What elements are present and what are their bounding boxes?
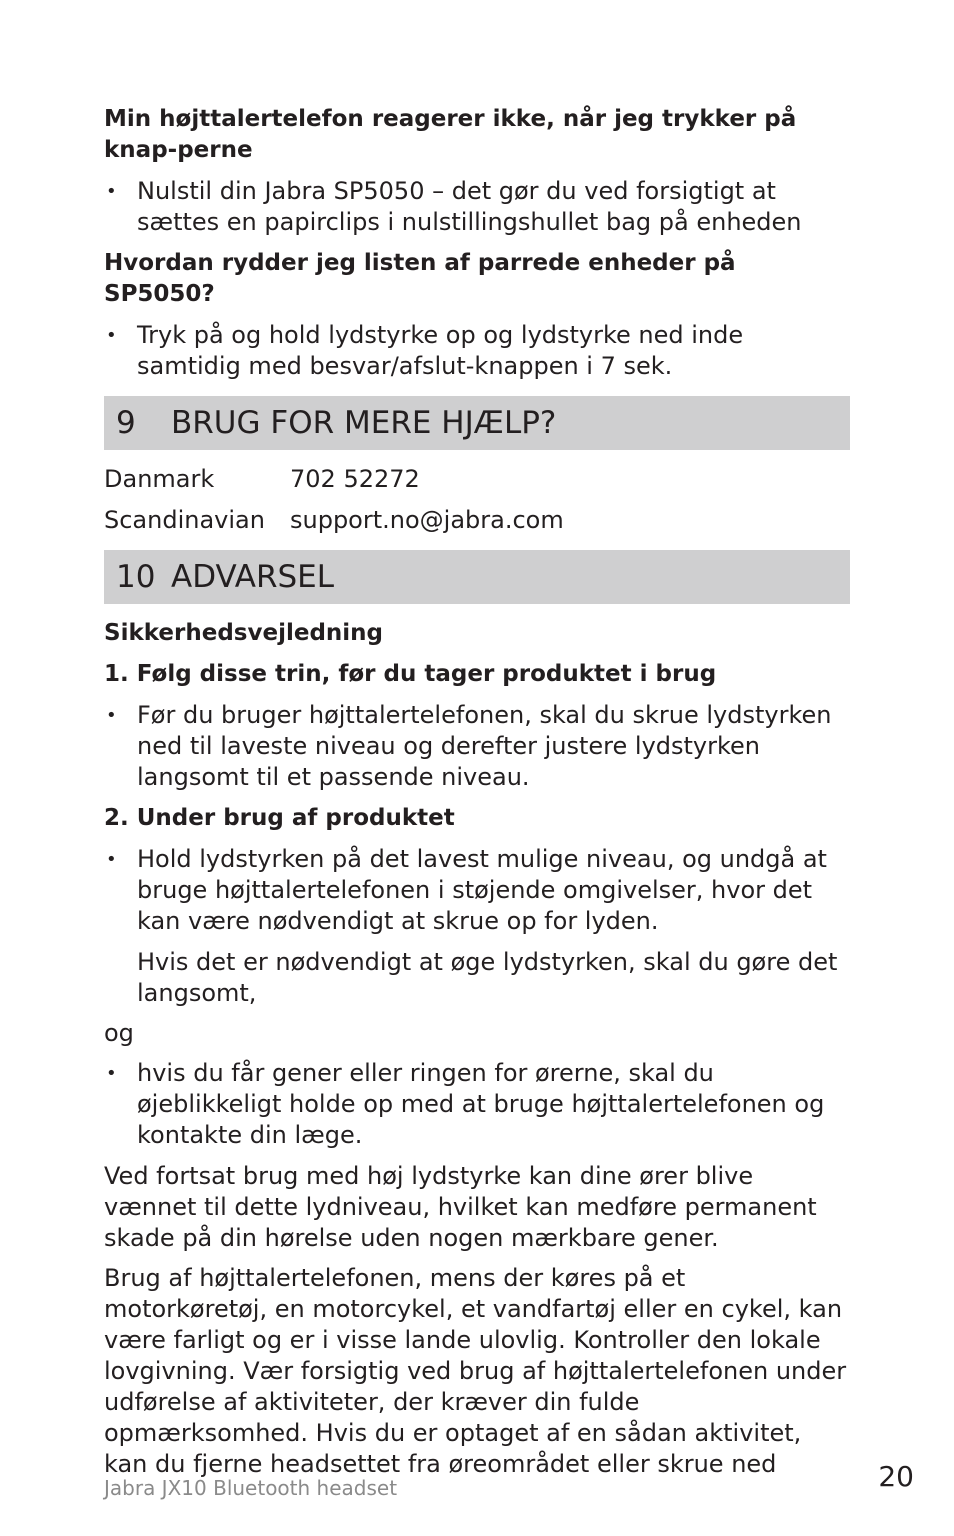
list-item [104, 700, 850, 793]
contact-value: support.no@jabra.com [290, 506, 564, 534]
body-paragraph: Ved fortsat brug med høj lydstyrke kan dine ører blive vænnet til dette lydniveau, hvilket kan medføre permanent skade på din hørelse uden nogen mærkbare gener. [104, 1162, 817, 1252]
faq-heading-clear-list: Hvordan rydder jeg listen af parrede enheder på SP5050? [104, 250, 736, 307]
list-item [104, 844, 850, 937]
section-heading-warning [104, 550, 850, 604]
contact-label: Danmark [104, 465, 215, 493]
bullet-text: Hold lydstyrken på det lavest mulige niveau, og undgå at bruge højttalertelefonen i støjende omgivelser, hvor det kan være nødvendigt at skrue op for lyden. [137, 845, 827, 935]
body-paragraph: Brug af højttalertelefonen, mens der køres på et motorkøretøj, en motorcykel, et vandfartøj eller en cykel, kan være farligt og er i visse lande ulovlig. Kontroller den lokale lovgivning. Vær forsigtig ved brug af højttalertelefonen under udførelse af aktiviteter, der kræver din fulde opmærksomhed. Hvis du er optaget af en sådan aktivitet, kan du fjerne headsettet fra øreområdet eller skrue ned [104, 1264, 847, 1478]
contact-value: 702 52272 [290, 465, 420, 493]
bullet-text: hvis du får gener eller ringen for ørerne, skal du øjeblikkeligt holde op med at bruge højttalertelefonen og kontakte din læge. [137, 1059, 825, 1149]
faq-heading-unresponsive: Min højttalertelefon reagerer ikke, når jeg trykker på knap-perne [104, 106, 797, 163]
indented-paragraph: Hvis det er nødvendigt at øge lydstyrken, skal du gøre det langsomt, [137, 948, 838, 1007]
bullet-icon: • [106, 1063, 117, 1084]
bullet-icon: • [106, 181, 117, 202]
list-item [104, 1058, 850, 1151]
contact-row-scandinavian [104, 505, 850, 536]
bullet-icon: • [106, 705, 117, 726]
document-page [104, 104, 850, 1489]
contact-row-denmark [104, 464, 850, 495]
bullet-text: Nulstil din Jabra SP5050 – det gør du ved forsigtigt at sættes en papirclips i nulstillingshullet bag på enheden [137, 177, 802, 236]
safety-subtitle: Sikkerhedsvejledning [104, 620, 384, 646]
section-title: BRUG FOR MERE HJÆLP? [171, 405, 557, 441]
step2-heading: 2. Under brug af produktet [104, 805, 455, 831]
section-heading-help [104, 396, 850, 450]
page-number: 20 [878, 1460, 914, 1493]
footer-product-name: Jabra JX10 Bluetooth headset [104, 1476, 398, 1500]
contact-label: Scandinavian [104, 506, 265, 534]
section-number: 10 [116, 559, 156, 595]
list-item [104, 176, 850, 238]
section-number: 9 [116, 405, 136, 441]
bullet-text: Før du bruger højttalertelefonen, skal du skrue lydstyrken ned til laveste niveau og derefter justere lydstyrken langsomt til et passende niveau. [137, 701, 832, 791]
section-title: ADVARSEL [171, 559, 335, 595]
bullet-text: Tryk på og hold lydstyrke op og lydstyrke ned inde samtidig med besvar/afslut-knappen i 7 sek. [137, 321, 744, 380]
step1-heading: 1. Følg disse trin, før du tager produktet i brug [104, 661, 717, 687]
conjunction-text: og [104, 1019, 134, 1047]
bullet-icon: • [106, 325, 117, 346]
bullet-icon: • [106, 849, 117, 870]
list-item [104, 320, 850, 382]
